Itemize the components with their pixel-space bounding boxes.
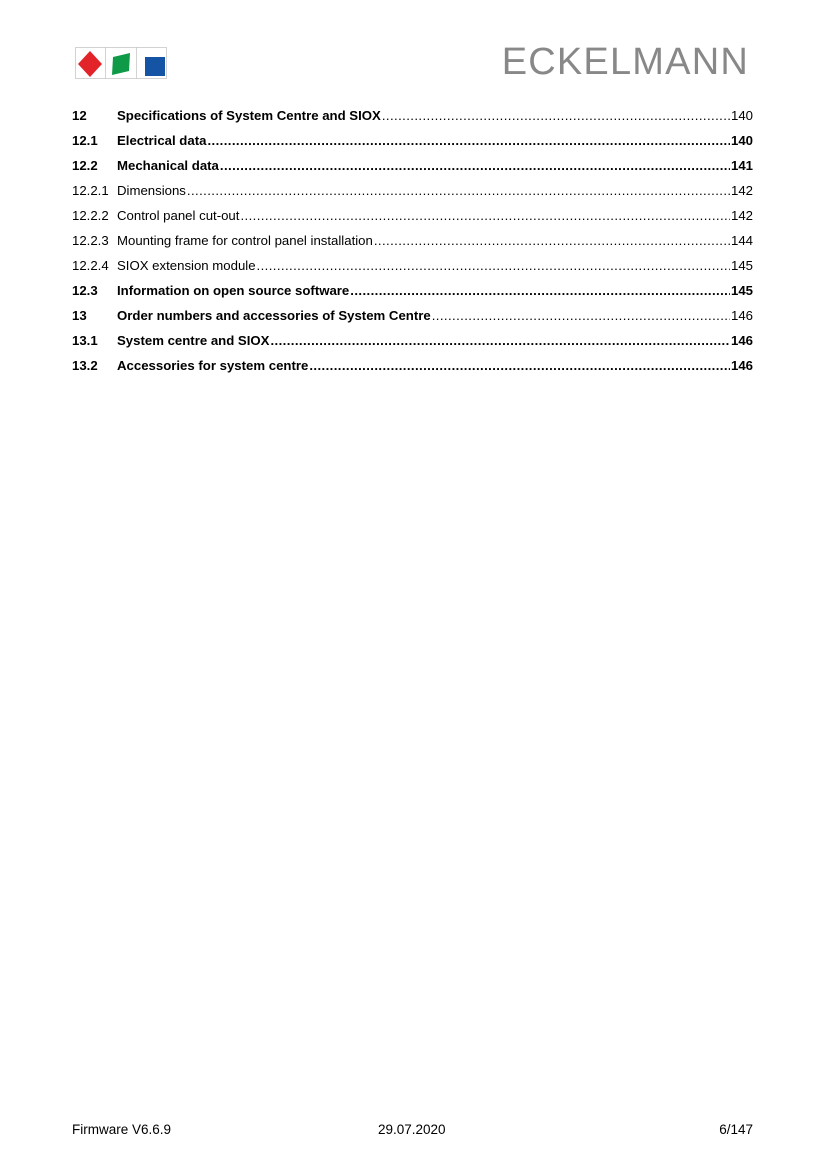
toc-entry-page: 141 [730, 158, 753, 173]
toc-leader-dots [220, 158, 730, 173]
toc-entry-number: 12.1 [72, 133, 98, 148]
toc-entry-number: 12.2.1 [72, 183, 109, 198]
toc-entry-number: 13 [72, 308, 87, 323]
toc-leader-dots [207, 133, 730, 148]
toc-entry-page: 144 [730, 233, 753, 248]
toc-entry[interactable] [72, 183, 753, 208]
toc-leader-dots [432, 308, 730, 323]
toc-leader-dots [240, 208, 730, 223]
toc-leader-dots [374, 233, 730, 248]
toc-entry-page: 146 [730, 308, 753, 323]
toc-entry-number: 12.2.4 [72, 258, 109, 273]
toc-leader-dots [382, 108, 730, 123]
green-square-icon [112, 53, 130, 75]
toc-entry[interactable] [72, 133, 753, 158]
footer-firmware-version: Firmware V6.6.9 [72, 1122, 172, 1137]
footer-date: 29.07.2020 [378, 1122, 446, 1137]
toc-entry-number: 12.2 [72, 158, 98, 173]
toc-entry-title: Mechanical data [117, 158, 219, 173]
toc-entry-title: Order numbers and accessories of System Centre [117, 308, 431, 323]
eckelmann-logo-icon [75, 47, 167, 79]
toc-leader-dots [270, 333, 730, 348]
toc-entry[interactable] [72, 233, 753, 258]
toc-entry-page: 140 [730, 133, 753, 148]
toc-entry-title: Dimensions [117, 183, 186, 198]
toc-entry-number: 13.2 [72, 358, 98, 373]
red-square-icon [78, 51, 102, 77]
toc-entry-number: 12.3 [72, 283, 98, 298]
toc-entry[interactable] [72, 308, 753, 333]
toc-entry[interactable] [72, 208, 753, 233]
toc-entry-page: 142 [730, 208, 753, 223]
toc-entry-title: Accessories for system centre [117, 358, 309, 373]
toc-entry-page: 146 [730, 358, 753, 373]
toc-entry-title: System centre and SIOX [117, 333, 270, 348]
toc-leader-dots [350, 283, 730, 298]
toc-entry-title: Mounting frame for control panel installation [117, 233, 373, 248]
toc-entry[interactable] [72, 333, 753, 358]
toc-entry-page: 145 [730, 283, 753, 298]
toc-leader-dots [309, 358, 730, 373]
toc-entry-number: 13.1 [72, 333, 98, 348]
toc-entry-title: SIOX extension module [117, 258, 256, 273]
toc-entry-page: 140 [730, 108, 753, 123]
toc-entry-number: 12.2.2 [72, 208, 109, 223]
toc-entry-number: 12 [72, 108, 87, 123]
toc-entry[interactable] [72, 283, 753, 308]
table-of-contents [72, 108, 753, 383]
toc-entry-page: 142 [730, 183, 753, 198]
toc-leader-dots [257, 258, 730, 273]
toc-entry-title: Electrical data [117, 133, 207, 148]
toc-entry-number: 12.2.3 [72, 233, 109, 248]
brand-wordmark: ECKELMANN [501, 41, 749, 83]
toc-entry-page: 145 [730, 258, 753, 273]
footer-page-number: 6/147 [719, 1122, 753, 1137]
toc-entry-page: 146 [730, 333, 753, 348]
blue-square-icon [145, 57, 165, 76]
toc-entry-title: Information on open source software [117, 283, 350, 298]
toc-entry[interactable] [72, 358, 753, 383]
toc-entry[interactable] [72, 158, 753, 183]
toc-entry[interactable] [72, 108, 753, 133]
toc-entry[interactable] [72, 258, 753, 283]
toc-entry-title: Specifications of System Centre and SIOX [117, 108, 381, 123]
toc-entry-title: Control panel cut-out [117, 208, 240, 223]
toc-leader-dots [187, 183, 730, 198]
